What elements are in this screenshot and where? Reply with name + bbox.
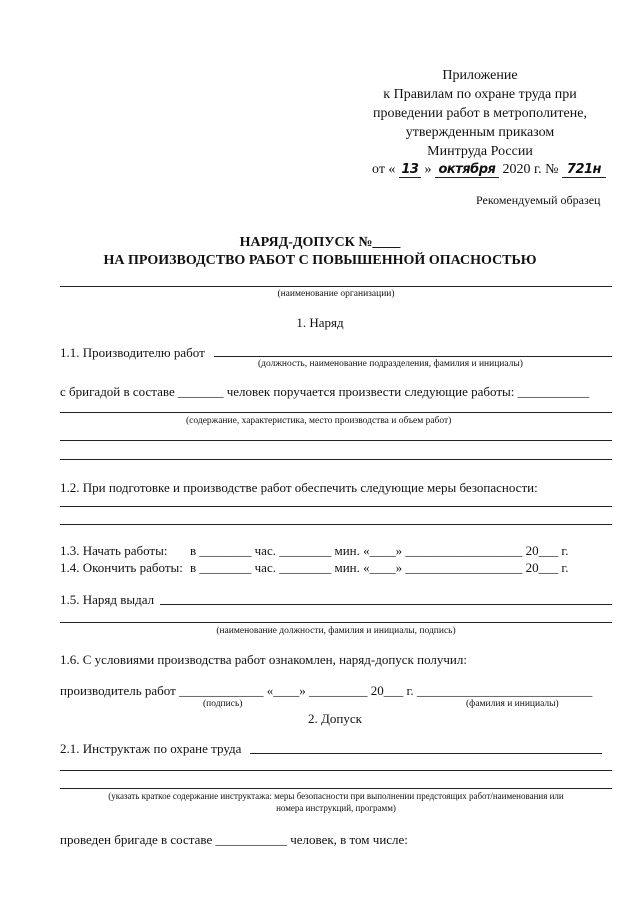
appendix-date-line	[372, 162, 606, 178]
instruction-line-2	[60, 788, 612, 789]
safety-line-2	[60, 524, 612, 525]
item-1-6-label: 1.6. С условиями производства работ ознакомлен, наряд-допуск получил:	[60, 652, 467, 667]
works-line-1	[60, 412, 612, 413]
works-line-2	[60, 440, 612, 441]
appendix-line-3: проведении работ в метрополитене,	[373, 106, 587, 121]
appendix-line-1: Приложение	[442, 68, 518, 83]
works-line-3	[60, 459, 612, 460]
item-1-3-label: 1.3. Начать работы:	[60, 543, 168, 558]
date-month-handwritten: октября	[435, 162, 499, 178]
item-2-1-label: 2.1. Инструктаж по охране труда	[60, 741, 242, 756]
item-1-4-label: 1.4. Окончить работы:	[60, 560, 183, 575]
conducted-line: проведен бригаде в составе ___________ человек, в том числе:	[60, 832, 408, 847]
item-1-2-label: 1.2. При подготовке и производстве работ обеспечить следующие меры безопасности:	[60, 480, 538, 495]
date-year-number: 2020 г. №	[502, 162, 559, 177]
signature-caption: (подпись)	[203, 699, 243, 709]
title-line-2: НА ПРОИЗВОДСТВО РАБОТ С ПОВЫШЕННОЙ ОПАСНОСТЬЮ	[103, 253, 537, 268]
title-line-1: НАРЯД-ДОПУСК №____	[239, 235, 401, 250]
works-caption: (содержание, характеристика, место производства и объем работ)	[186, 416, 452, 426]
item-1-3-fields: в ________ час. ________ мин. «____» __________________ 20___ г.	[190, 543, 569, 558]
safety-line-1	[60, 506, 612, 507]
section-2-heading: 2. Допуск	[308, 711, 362, 726]
date-prefix: от «	[372, 162, 396, 177]
item-1-1-line	[214, 356, 612, 357]
producer-line: производитель работ _____________ «____» _________ 20___ г. ___________________________	[60, 683, 593, 698]
item-1-1-caption: (должность, наименование подразделения, фамилия и инициалы)	[258, 359, 523, 369]
appendix-line-4: утвержденным приказом	[405, 125, 555, 140]
item-1-5-caption: (наименование должности, фамилия и инициалы, подпись)	[216, 626, 456, 636]
item-1-5-label: 1.5. Наряд выдал	[60, 592, 155, 607]
org-name-line	[60, 286, 612, 287]
appendix-line-2: к Правилам по охране труда при	[383, 87, 577, 102]
date-day-handwritten: 13	[399, 162, 421, 178]
section-1-heading: 1. Наряд	[296, 315, 344, 330]
date-mid: »	[424, 162, 432, 177]
fio-caption: (фамилия и инициалы)	[466, 699, 559, 709]
item-2-1-line	[250, 753, 602, 754]
item-1-1-label: 1.1. Производителю работ	[60, 345, 205, 360]
instruction-line-1	[60, 770, 612, 771]
instruction-caption-b: номера инструкций, программ)	[276, 803, 396, 813]
org-caption: (наименование организации)	[277, 289, 395, 299]
recommended-sample: Рекомендуемый образец	[476, 193, 601, 207]
item-1-4-fields: в ________ час. ________ мин. «____» __________________ 20___ г.	[190, 560, 569, 575]
item-1-5-line	[160, 604, 612, 605]
order-number-handwritten: 721н	[562, 162, 606, 178]
item-1-5-line-2	[60, 622, 612, 623]
appendix-line-5: Минтруда России	[427, 144, 533, 159]
brigade-line: с бригадой в составе _______ человек поручается произвести следующие работы: ___________	[60, 384, 590, 399]
instruction-caption-a: (указать краткое содержание инструктажа: меры безопасности при выполнении предстоящих работ/наименования или	[108, 791, 564, 801]
